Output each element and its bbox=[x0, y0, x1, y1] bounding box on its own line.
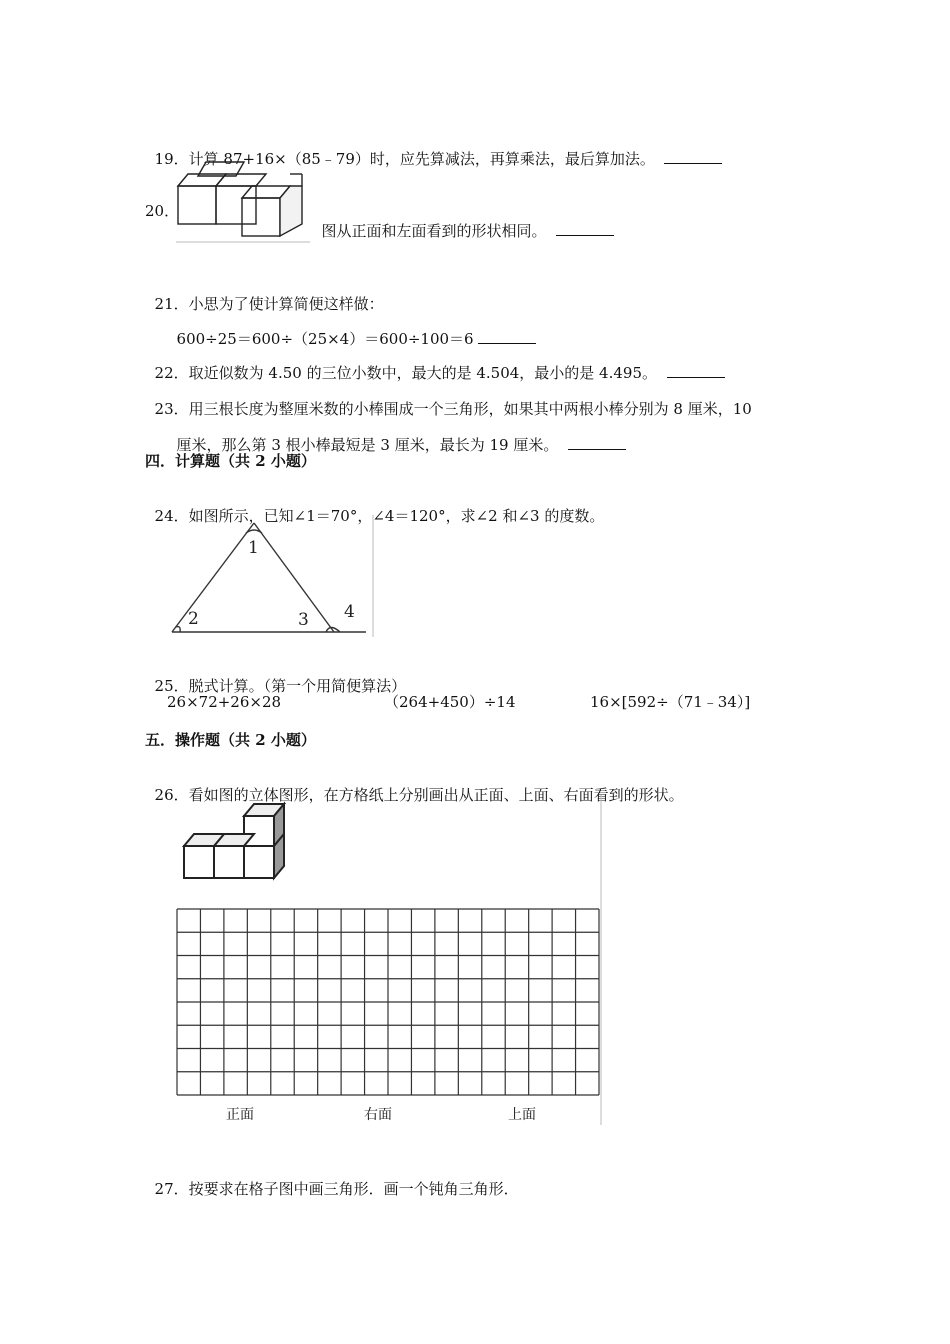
question-text: 脱式计算。（第一个用简便算法） bbox=[188, 677, 407, 695]
question-number: 23． bbox=[154, 400, 189, 418]
question-number: 19． bbox=[154, 150, 189, 168]
calc-expression-3: 16×[592÷（71﹣34）] bbox=[590, 693, 751, 711]
question-number: 22． bbox=[154, 364, 189, 382]
question-text: 看如图的立体图形，在方格纸上分别画出从正面、上面、右面看到的形状。 bbox=[188, 786, 684, 804]
calc-expression-1: 26×72+26×28 bbox=[167, 693, 282, 711]
answer-blank[interactable] bbox=[664, 149, 722, 164]
question-21 bbox=[145, 274, 384, 314]
question-text: 厘米，那么第 3 根小棒最短是 3 厘米，最长为 19 厘米。 bbox=[176, 436, 559, 454]
question-number: 21． bbox=[154, 295, 189, 313]
triangle-figure bbox=[166, 515, 376, 639]
question-text: 图从正面和左面看到的形状相同。 bbox=[321, 222, 547, 240]
expression-text: 600÷25＝600÷（25×4）＝600÷100＝6 bbox=[176, 330, 474, 348]
solid-figure bbox=[178, 800, 288, 884]
question-number: 26． bbox=[154, 786, 189, 804]
question-text: 小思为了使计算简便这样做： bbox=[188, 295, 384, 313]
section-heading-4: 四．计算题（共 2 小题） bbox=[145, 452, 316, 470]
question-25 bbox=[145, 656, 406, 696]
question-26 bbox=[145, 765, 684, 805]
answer-blank[interactable] bbox=[568, 435, 626, 450]
question-number: 27． bbox=[154, 1180, 189, 1198]
question-number: 25． bbox=[154, 677, 189, 695]
label-right-view: 右面 bbox=[364, 1107, 392, 1123]
angle-1-label: 1 bbox=[248, 538, 259, 558]
question-20-number: 20． bbox=[145, 202, 180, 220]
angle-2-label: 2 bbox=[188, 609, 199, 629]
square-grid-paper bbox=[176, 907, 602, 1127]
answer-blank[interactable] bbox=[556, 221, 614, 236]
question-text: 计算 87+16×（85﹣79）时，应先算减法，再算乘法，最后算加法。 bbox=[188, 150, 655, 168]
angle-4-label: 4 bbox=[344, 602, 355, 622]
calc-expression-2: （264+450）÷14 bbox=[384, 693, 516, 711]
angle-3-label: 3 bbox=[298, 610, 309, 630]
label-top-view: 上面 bbox=[508, 1107, 536, 1123]
question-23-line2 bbox=[167, 415, 626, 455]
question-text: 用三根长度为整厘米数的小棒围成一个三角形，如果其中两根小棒分别为 8 厘米，10 bbox=[188, 400, 752, 418]
answer-blank[interactable] bbox=[478, 329, 536, 344]
question-number: 24． bbox=[154, 507, 189, 525]
answer-blank[interactable] bbox=[667, 363, 725, 378]
label-front-view: 正面 bbox=[226, 1107, 254, 1123]
question-20 bbox=[312, 201, 614, 241]
question-27 bbox=[145, 1159, 519, 1199]
question-text: 如图所示，已知∠1＝70°，∠4＝120°，求∠2 和∠3 的度数。 bbox=[188, 507, 605, 525]
question-text: 按要求在格子图中画三角形．画一个钝角三角形． bbox=[188, 1180, 519, 1198]
question-23-line1 bbox=[145, 379, 752, 419]
section-heading-5: 五．操作题（共 2 小题） bbox=[145, 731, 316, 749]
cube-stack-figure bbox=[176, 158, 312, 244]
question-text: 取近似数为 4.50 的三位小数中，最大的是 4.504，最小的是 4.495。 bbox=[188, 364, 657, 382]
question-22 bbox=[145, 343, 725, 383]
